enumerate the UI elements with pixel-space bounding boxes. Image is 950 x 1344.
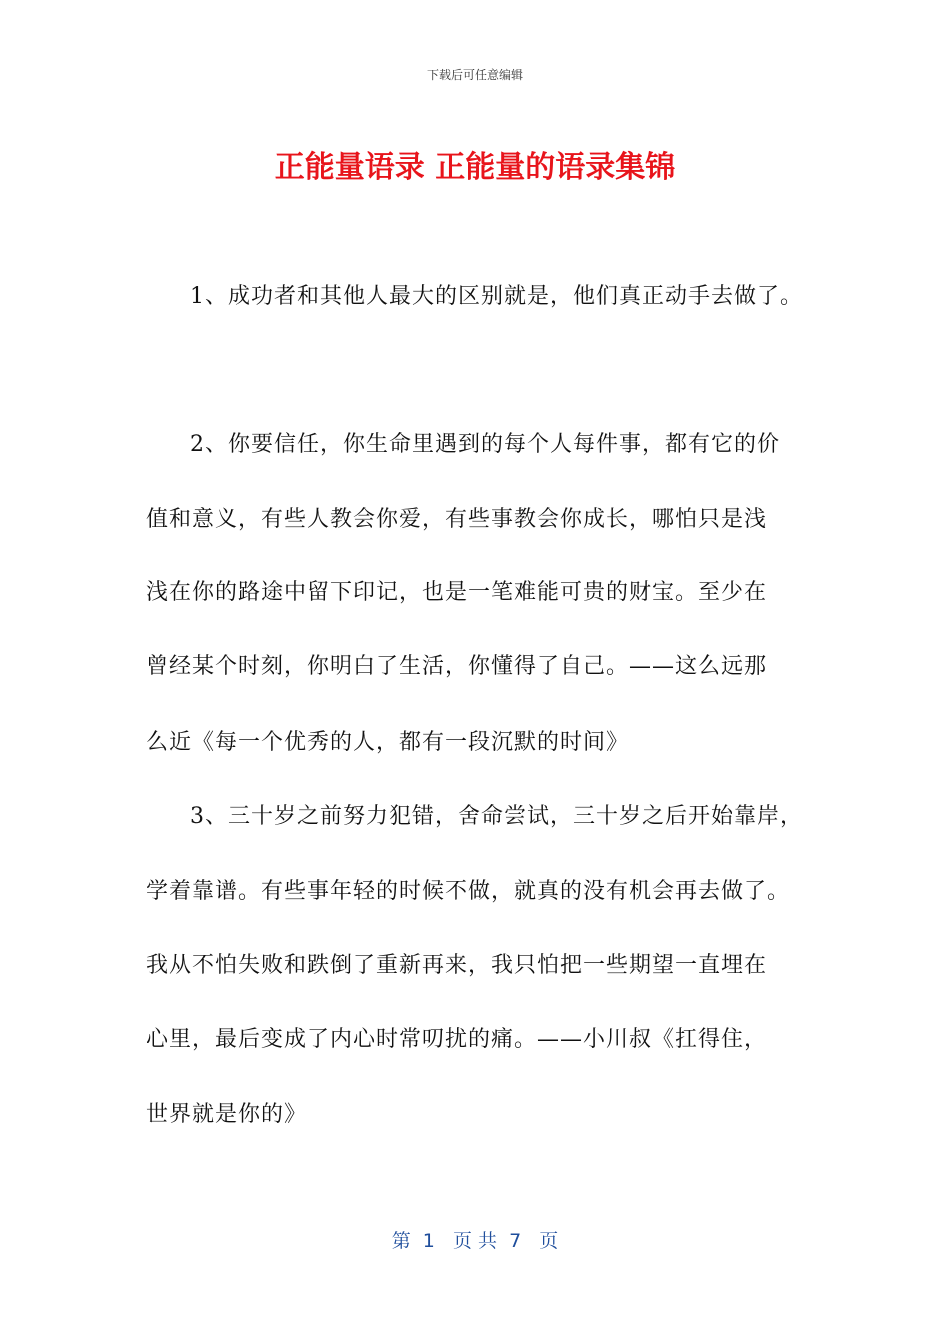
paragraph-2-line-3: 浅在你的路途中留下印记，也是一笔难能可贵的财宝。至少在: [146, 580, 768, 605]
header-note: 下载后可任意编辑: [426, 68, 523, 82]
paragraph-1-line-1: 1、成功者和其他人最大的区别就是，他们真正动手去做了。: [190, 284, 803, 309]
paragraph-3-line-1: 3、三十岁之前努力犯错，舍命尝试，三十岁之后开始靠岸，: [190, 804, 803, 829]
document-title: 正能量语录 正能量的语录集锦: [274, 150, 676, 185]
paragraph-2-line-2: 值和意义，有些人教会你爱，有些事教会你成长，哪怕只是浅: [146, 507, 768, 532]
paragraph-3-line-5: 世界就是你的》: [146, 1102, 308, 1127]
page-footer: 第 1 页 共 7 页: [391, 1230, 559, 1252]
paragraph-3-line-4: 心里，最后变成了内心时常叨扰的痛。——小川叔《扛得住，: [146, 1027, 768, 1052]
paragraph-2-line-5: 么近《每一个优秀的人，都有一段沉默的时间》: [146, 730, 630, 755]
paragraph-3-line-2: 学着靠谱。有些事年轻的时候不做，就真的没有机会再去做了。: [146, 879, 791, 904]
paragraph-3-line-3: 我从不怕失败和跌倒了重新再来，我只怕把一些期望一直埋在: [146, 953, 768, 978]
paragraph-2-line-1: 2、你要信任，你生命里遇到的每个人每件事，都有它的价: [190, 432, 780, 457]
paragraph-2-line-4: 曾经某个时刻，你明白了生活，你懂得了自己。——这么远那: [146, 654, 768, 679]
